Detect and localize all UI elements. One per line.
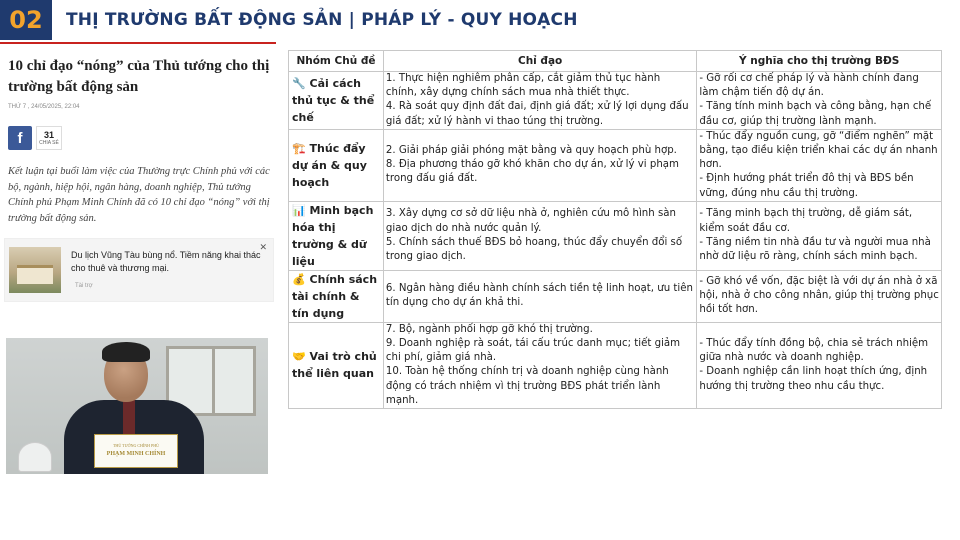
share-bar (8, 126, 62, 150)
share-label: CHIA SẺ (39, 140, 59, 146)
topic-cell (289, 201, 384, 270)
table-header-row (289, 51, 942, 72)
meaning-item: - Thúc đẩy tính đồng bộ, chia sẻ trách nhiệm giữa nhà nước và doanh nghiệp. (699, 338, 929, 364)
meaning-cell (697, 129, 942, 201)
directive-cell (383, 322, 696, 408)
table-row (289, 322, 942, 408)
meaning-cell (697, 322, 942, 408)
share-count: 31 (43, 130, 54, 140)
photo-person-hair (102, 342, 150, 362)
directive-item: 7. Bộ, ngành phối hợp gỡ khó thị trường. (385, 323, 593, 335)
meaning-item: - Định hướng phát triển đô thị và BĐS bền vững, đúng nhu cầu thị trường. (699, 173, 914, 199)
meaning-item: - Gỡ rối cơ chế pháp lý và hành chính đang làm chậm tiến độ dự án. (699, 73, 919, 99)
meaning-item: - Tăng minh bạch thị trường, dễ giám sát, kiểm soát đầu cơ. (699, 208, 913, 234)
topic-cell (289, 72, 384, 130)
column-header-topic: Nhóm Chủ đề (289, 51, 384, 72)
ad-sponsor-label: Tài trợ (75, 283, 93, 289)
directive-item: 3. Xây dựng cơ sở dữ liệu nhà ở, nghiên cứu mô hình sàn giao dịch do nhà nước quản lý. (385, 208, 676, 234)
news-article-card (4, 52, 274, 310)
column-header-meaning: Ý nghĩa cho thị trường BĐS (697, 51, 942, 72)
directive-cell (383, 129, 696, 201)
article-title[interactable]: 10 chỉ đạo “nóng” của Thủ tướng cho thị trường bất động sản (8, 58, 270, 95)
directive-item: 5. Chính sách thuế BĐS bỏ hoang, thúc đẩy chuyển đổi số trong giao dịch. (385, 236, 683, 263)
meaning-item: - Doanh nghiệp cần linh hoạt thích ứng, định hướng thị trường theo nhu cầu thực. (699, 366, 928, 392)
directive-cell (383, 72, 696, 130)
section-number: 02 (0, 0, 52, 40)
facebook-share-icon[interactable]: f (8, 126, 32, 150)
topic-cell (289, 322, 384, 408)
name-plate-name: PHẠM MINH CHÍNH (106, 451, 166, 457)
directives-table (288, 50, 942, 409)
topic-cell (289, 129, 384, 201)
article-photo (6, 338, 268, 474)
meaning-item: - Tăng niềm tin nhà đầu tư và người mua nhà nhờ dữ liệu rõ ràng, chính sách minh bạch. (699, 236, 931, 263)
topic-label: Chính sách tài chính & tín dụng (292, 272, 378, 320)
header-divider (0, 42, 276, 44)
meaning-cell (697, 72, 942, 130)
directive-cell (383, 201, 696, 270)
meaning-item: - Tăng tính minh bạch và công bằng, hạn chế đầu cơ, giúp thị trường lành mạnh. (699, 101, 932, 127)
directive-item: 1. Thực hiện nghiêm phân cấp, cắt giảm thủ tục hành chính, xây dựng chính sách mua nhà thiết thực. (385, 73, 661, 99)
column-header-directive: Chỉ đạo (383, 51, 696, 72)
meaning-item: - Thúc đẩy nguồn cung, gỡ “điểm nghẽn” mặt bằng, tạo điều kiện triển khai các dự án nhanh hơn. (699, 130, 938, 171)
directive-cell (383, 270, 696, 322)
photo-cup (18, 442, 52, 472)
topic-icon: 🤝 (292, 350, 306, 364)
topic-icon: 📊 (292, 203, 306, 217)
topic-label: Cải cách thủ tục & thể chế (292, 76, 375, 124)
directive-item: 8. Địa phương tháo gỡ khó khăn cho dự án, xử lý vi phạm trong đấu giá đất. (385, 159, 679, 185)
article-lead: Kết luận tại buổi làm việc của Thường trực Chính phủ với các bộ, ngành, hiệp hội, ngân hàng, doanh nghiệp, Thủ tướng Chính phủ Phạm Minh Chính đã có 10 chỉ đạo “nóng” với thị trường bất động sản. (8, 166, 270, 224)
topic-icon: 🔧 (292, 76, 306, 90)
page-title: THỊ TRƯỜNG BẤT ĐỘNG SẢN | PHÁP LÝ - QUY HOẠCH (66, 10, 578, 30)
name-plate-title: THỦ TƯỚNG CHÍNH PHỦ (112, 443, 160, 448)
directive-item: 4. Rà soát quy định đất đai, định giá đất; xử lý lợi dụng đấu giá đất; xử lý hành vi thao túng thị trường. (385, 101, 689, 127)
topic-label: Minh bạch hóa thị trường & dữ liệu (292, 203, 374, 268)
table-row (289, 72, 942, 130)
meaning-cell (697, 201, 942, 270)
table-row (289, 201, 942, 270)
topic-icon: 🏗️ (292, 141, 306, 155)
directive-item: 10. Toàn hệ thống chính trị và doanh nghiệp cùng hành động có trách nhiệm vì thị trường BĐS phát triển lành mạnh. (385, 366, 669, 406)
topic-icon: 💰 (292, 272, 306, 286)
topic-label: Thúc đẩy dự án & quy hoạch (292, 141, 367, 189)
topic-label: Vai trò chủ thể liên quan (292, 350, 377, 381)
table-row (289, 270, 942, 322)
meaning-item: - Gỡ khó về vốn, đặc biệt là với dự án nhà ở xã hội, nhà ở cho công nhân, giúp thị trường phục hồi tốt hơn. (699, 276, 939, 316)
meaning-cell (697, 270, 942, 322)
name-plate (94, 434, 178, 468)
article-date: THỨ 7 , 24/05/2025, 22:04 (8, 104, 80, 110)
topic-cell (289, 270, 384, 322)
directive-item: 6. Ngân hàng điều hành chính sách tiền tệ linh hoạt, ưu tiên tín dụng cho dự án khả thi. (385, 283, 693, 309)
directive-item: 9. Doanh nghiệp rà soát, tái cấu trúc danh mục; tiết giảm chi phí, giảm giá nhà. (385, 338, 681, 364)
sponsored-ad[interactable] (4, 238, 274, 302)
ad-thumbnail[interactable] (9, 247, 61, 293)
table-row (289, 129, 942, 201)
ad-text[interactable]: Du lịch Vũng Tàu bùng nổ. Tiềm năng khai thác cho thuê và thương mại. (71, 250, 261, 273)
directive-item: 2. Giải pháp giải phóng mặt bằng và quy hoạch phù hợp. (385, 145, 677, 157)
close-icon[interactable]: ✕ (259, 243, 267, 253)
share-count-badge (36, 126, 62, 150)
